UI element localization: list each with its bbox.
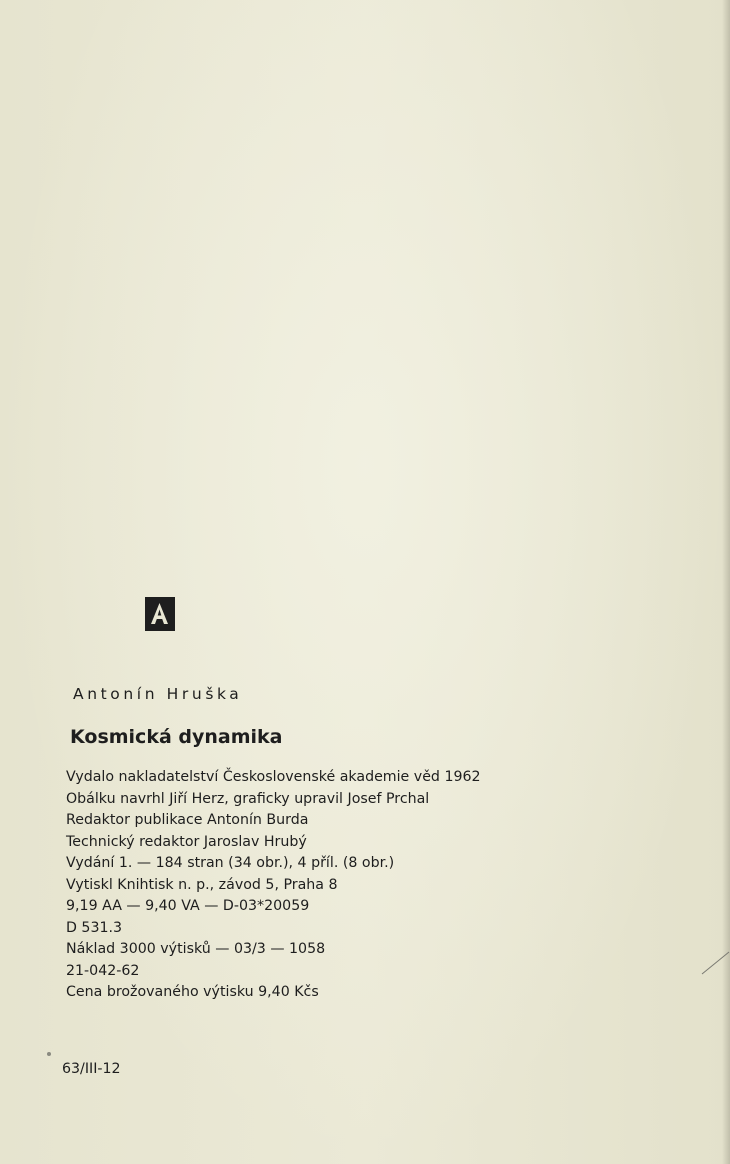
- colophon-line: Vydalo nakladatelství Československé akademie věd 1962: [66, 769, 481, 785]
- colophon-line: 21-042-62: [66, 962, 140, 979]
- colophon-line: D 531.3: [66, 919, 123, 936]
- pencil-mark-icon: [700, 950, 730, 976]
- publisher-logo-a-icon: [145, 597, 175, 631]
- catalog-number: 63/III-12: [62, 1061, 121, 1077]
- colophon-line: Redaktor publikace Antonín Burda: [66, 812, 309, 828]
- colophon-line: Technický redaktor Jaroslav Hrubý: [66, 833, 307, 850]
- colophon-line: Náklad 3000 výtisků — 03/3 — 1058: [66, 941, 326, 957]
- colophon-line: 9,19 AA — 9,40 VA — D-03*20059: [66, 898, 310, 914]
- colophon-list: [66, 767, 481, 1004]
- publisher-logo-glyph: [147, 599, 172, 628]
- page-edge-shadow: [722, 0, 730, 1164]
- book-title: Kosmická dynamika: [70, 726, 283, 748]
- colophon-line: Obálku navrhl Jiří Herz, graficky upravil Josef Prchal: [66, 790, 430, 807]
- paper-speck: [47, 1052, 51, 1056]
- colophon-line: Vydání 1. — 184 stran (34 obr.), 4 příl. (8 obr.): [66, 855, 395, 871]
- colophon-line: Vytiskl Knihtisk n. p., závod 5, Praha 8: [66, 876, 338, 893]
- author-name: Antonín Hruška: [73, 685, 243, 703]
- colophon-line: Cena brožovaného výtisku 9,40 Kčs: [66, 984, 319, 1000]
